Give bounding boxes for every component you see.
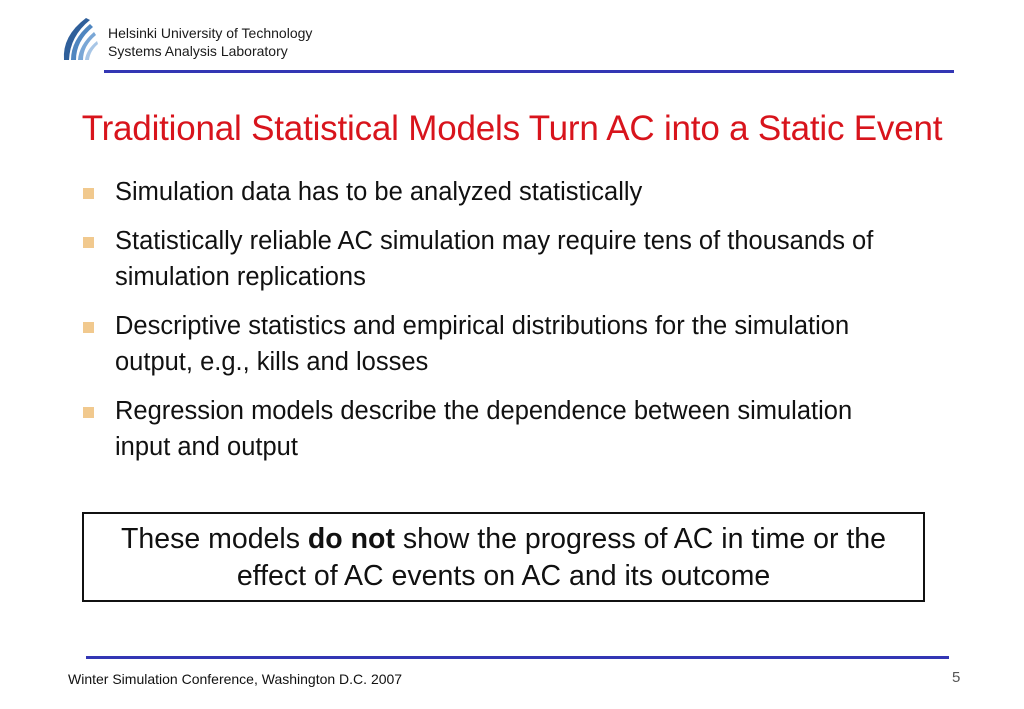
bullet-text: Regression models describe the dependence between simulation input and output <box>115 397 853 461</box>
callout-box <box>82 512 925 602</box>
bullet-list <box>82 174 902 478</box>
university-logo-icon <box>56 14 100 62</box>
organization-name <box>108 24 312 60</box>
org-line-1: Helsinki University of Technology <box>108 25 313 41</box>
footer-divider <box>86 656 949 659</box>
bullet-text: Statistically reliable AC simulation may require tens of thousands of simulation replications <box>115 227 874 291</box>
org-line-2: Systems Analysis Laboratory <box>108 43 288 59</box>
callout-text-post: show the progress of AC in time or the effect of AC events on AC and its outcome <box>236 523 887 592</box>
bullet-text: Descriptive statistics and empirical distributions for the simulation output, e.g., kills and losses <box>115 312 850 376</box>
bullet-text: Simulation data has to be analyzed statistically <box>115 178 643 206</box>
bullet-square-icon <box>83 237 94 248</box>
bullet-item <box>82 393 902 465</box>
bullet-square-icon <box>83 188 94 199</box>
bullet-item <box>82 174 902 210</box>
footer-conference: Winter Simulation Conference, Washington D.C. 2007 <box>68 671 403 687</box>
callout-text-pre: These models <box>120 523 308 555</box>
bullet-square-icon <box>83 322 94 333</box>
callout-text-bold: do not <box>307 523 395 555</box>
slide-title: Traditional Statistical Models Turn AC into a Static Event <box>81 109 943 148</box>
bullet-square-icon <box>83 407 94 418</box>
bullet-item <box>82 223 902 295</box>
page-number: 5 <box>952 669 961 686</box>
bullet-item <box>82 308 902 380</box>
header-divider <box>104 70 954 73</box>
